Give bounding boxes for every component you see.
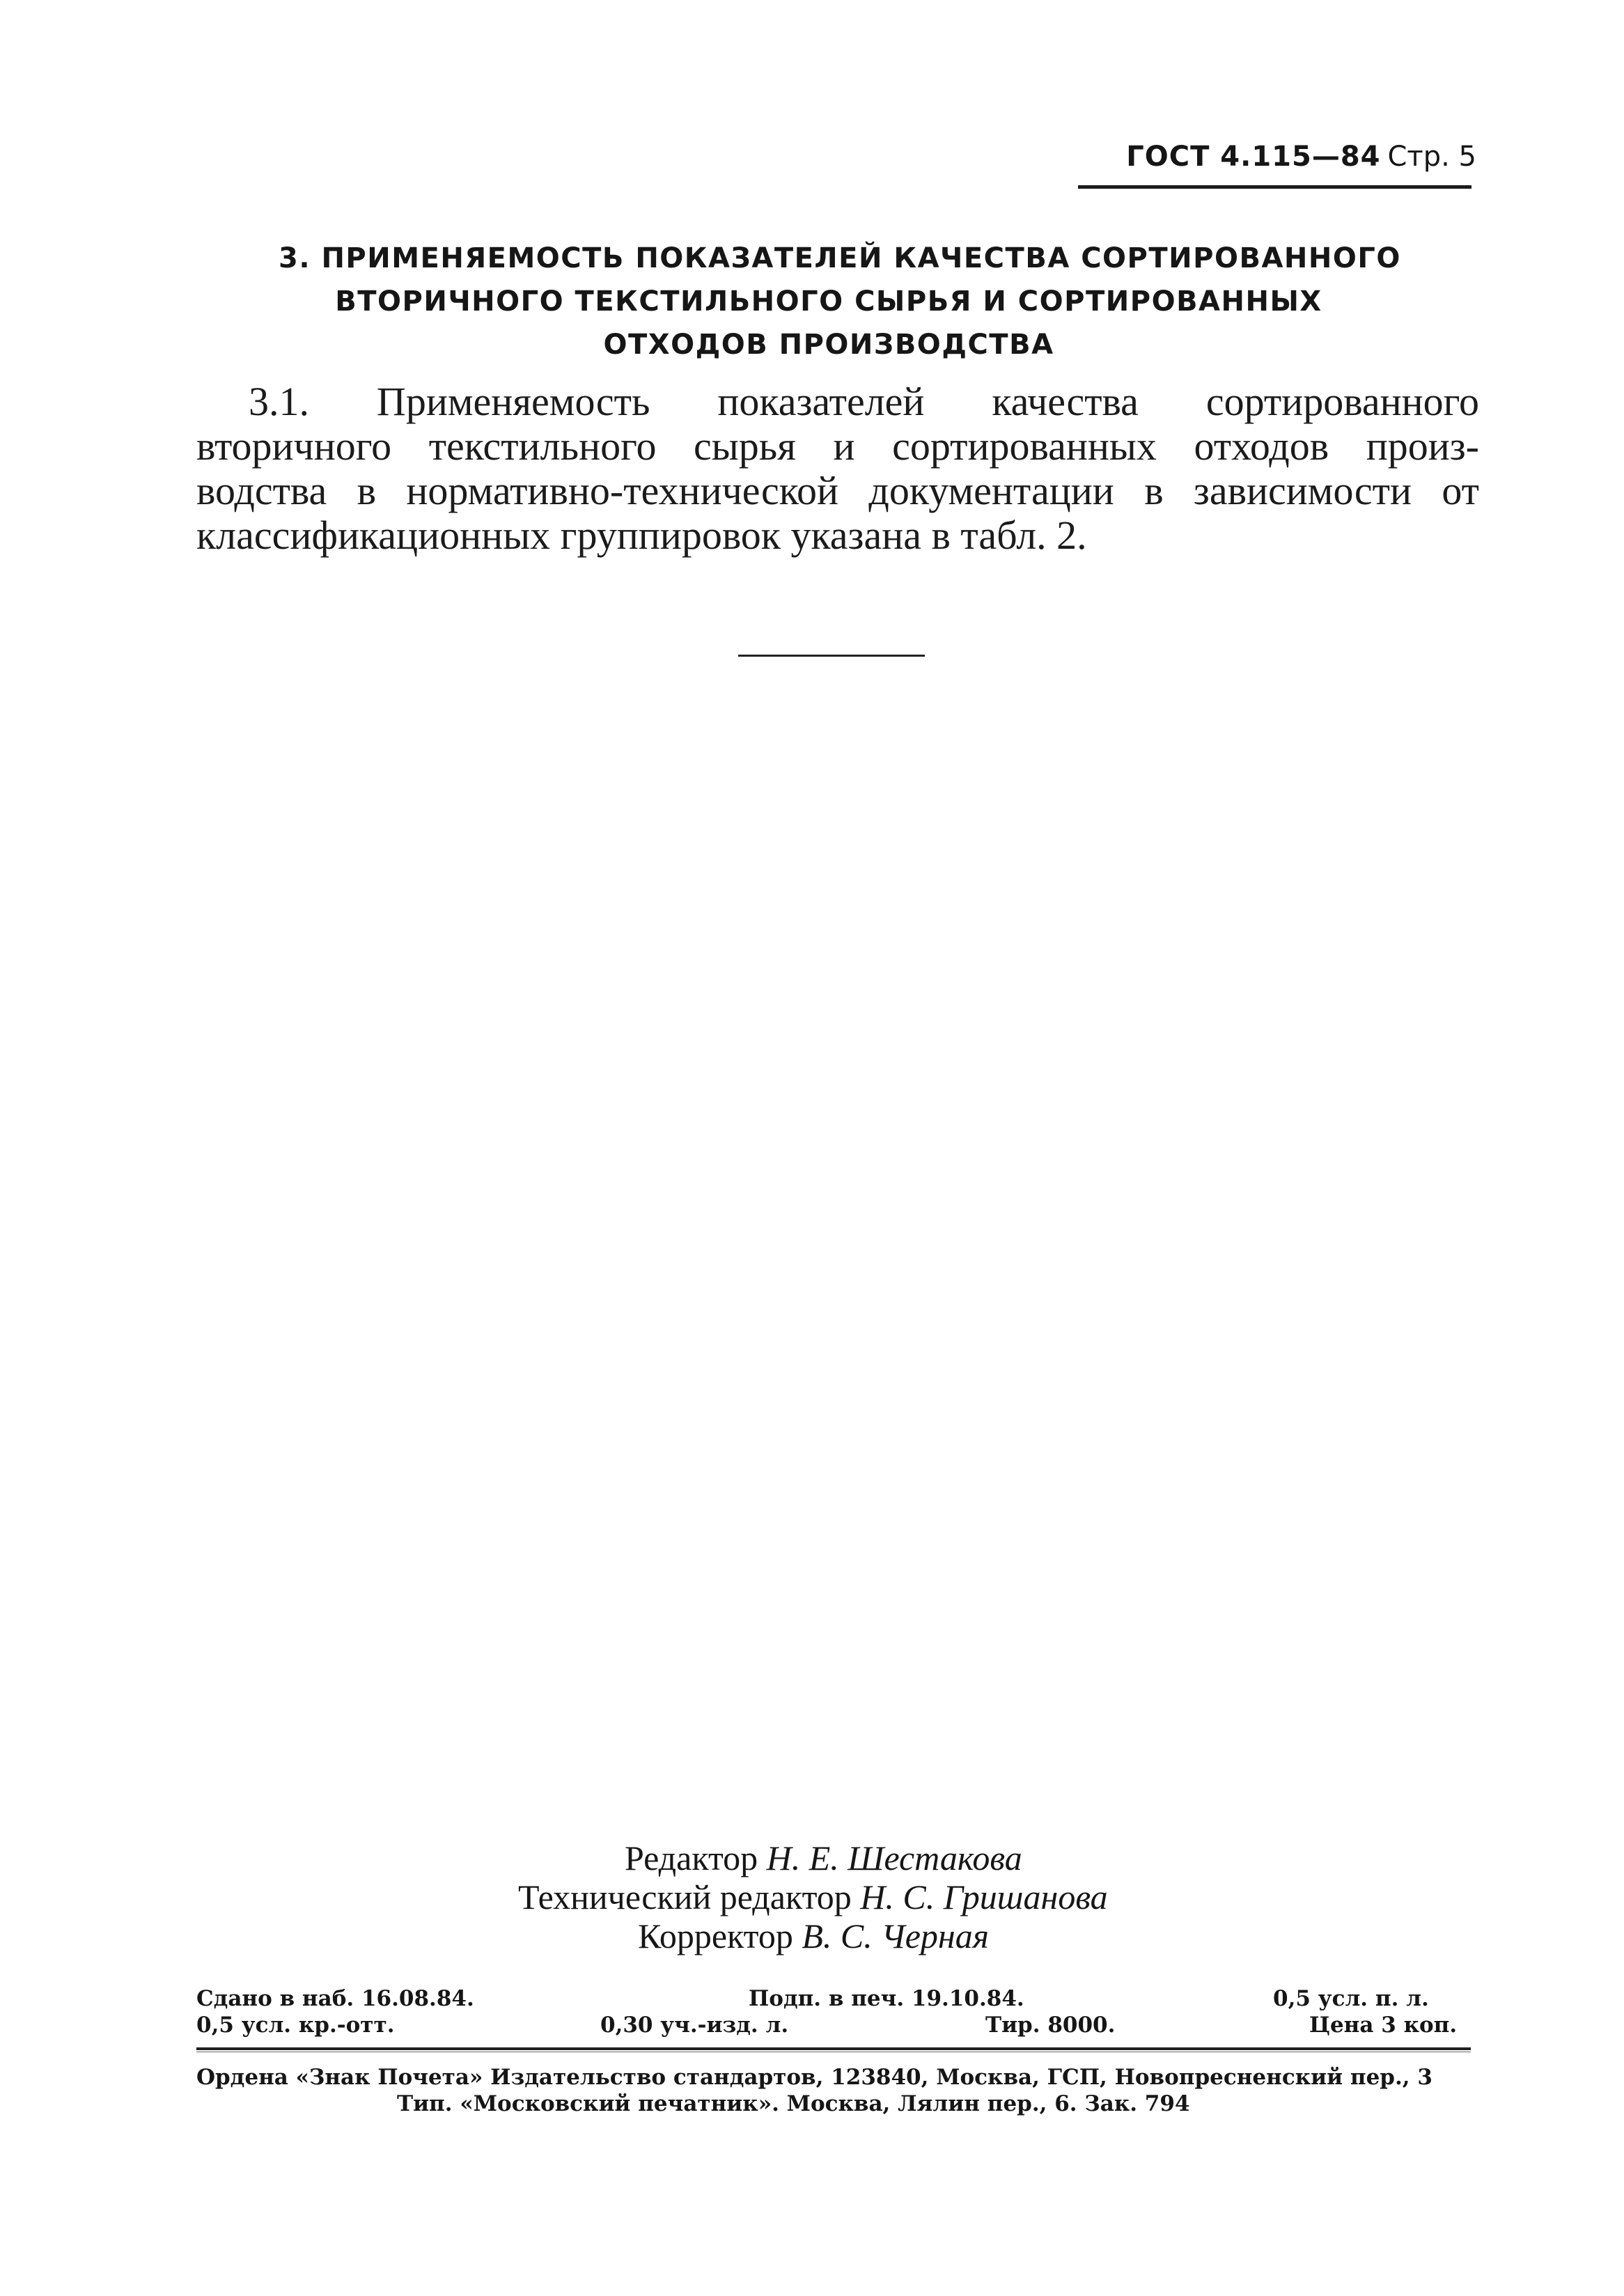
imprint-pub-sheets: 0,30 уч.-изд. л. xyxy=(600,2013,789,2038)
paragraph-line: вторичного текстильного сырья и сортированных отходов произ- xyxy=(196,423,1479,469)
imprint-signed: Подп. в печ. 19.10.84. xyxy=(749,1986,1024,2011)
imprint-price: Цена 3 коп. xyxy=(1309,2013,1458,2038)
imprint-sheets: 0,5 усл. п. л. xyxy=(1273,1986,1429,2011)
section-end-rule xyxy=(738,655,925,657)
paragraph-line: классификационных группировок указана в табл. 2. xyxy=(196,513,1087,558)
imprint-publisher: Ордена «Знак Почета» Издательство стандартов, 123840, Москва, ГСП, Новопресненский пер., 3 xyxy=(196,2065,1432,2090)
section-title-line: 3. ПРИМЕНЯЕМОСТЬ ПОКАЗАТЕЛЕЙ КАЧЕСТВА СОРТИРОВАННОГО xyxy=(279,242,1401,274)
editor-credit xyxy=(625,1838,1022,1877)
gost-number: ГОСТ 4.115—84 xyxy=(1126,141,1381,173)
tech-editor-credit xyxy=(518,1877,1108,1916)
imprint-print-run: Тир. 8000. xyxy=(985,2013,1116,2038)
tech-editor-label: Технический редактор xyxy=(518,1877,852,1916)
section-title-line: ОТХОДОВ ПРОИЗВОДСТВА xyxy=(603,329,1054,361)
paragraph-line: водства в нормативно-технической документации в зависимости от xyxy=(196,468,1479,513)
imprint-rule xyxy=(196,2047,1471,2050)
editor-label: Редактор xyxy=(625,1838,758,1877)
section-title xyxy=(279,237,1401,366)
paragraph-line: 3.1. Применяемость показателей качества сортированного xyxy=(249,379,1479,424)
imprint-sheets-ott: 0,5 усл. кр.-отт. xyxy=(196,2013,395,2038)
imprint-submitted: Сдано в наб. 16.08.84. xyxy=(196,1986,474,2011)
imprint-printer: Тип. «Московский печатник». Москва, Лялин пер., 6. Зак. 794 xyxy=(397,2091,1190,2116)
running-header xyxy=(1072,138,1476,173)
header-rule xyxy=(1078,185,1471,189)
section-title-line: ВТОРИЧНОГО ТЕКСТИЛЬНОГО СЫРЬЯ И СОРТИРОВАННЫХ xyxy=(335,286,1322,318)
tech-editor-name: Н. С. Гришанова xyxy=(860,1877,1108,1916)
editor-name: Н. Е. Шестакова xyxy=(766,1838,1022,1877)
corrector-credit xyxy=(638,1916,989,1955)
corrector-name: В. С. Черная xyxy=(802,1916,989,1955)
page-number: Стр. 5 xyxy=(1387,141,1476,173)
corrector-label: Корректор xyxy=(638,1916,793,1955)
clause-3-1-paragraph xyxy=(196,380,1479,558)
